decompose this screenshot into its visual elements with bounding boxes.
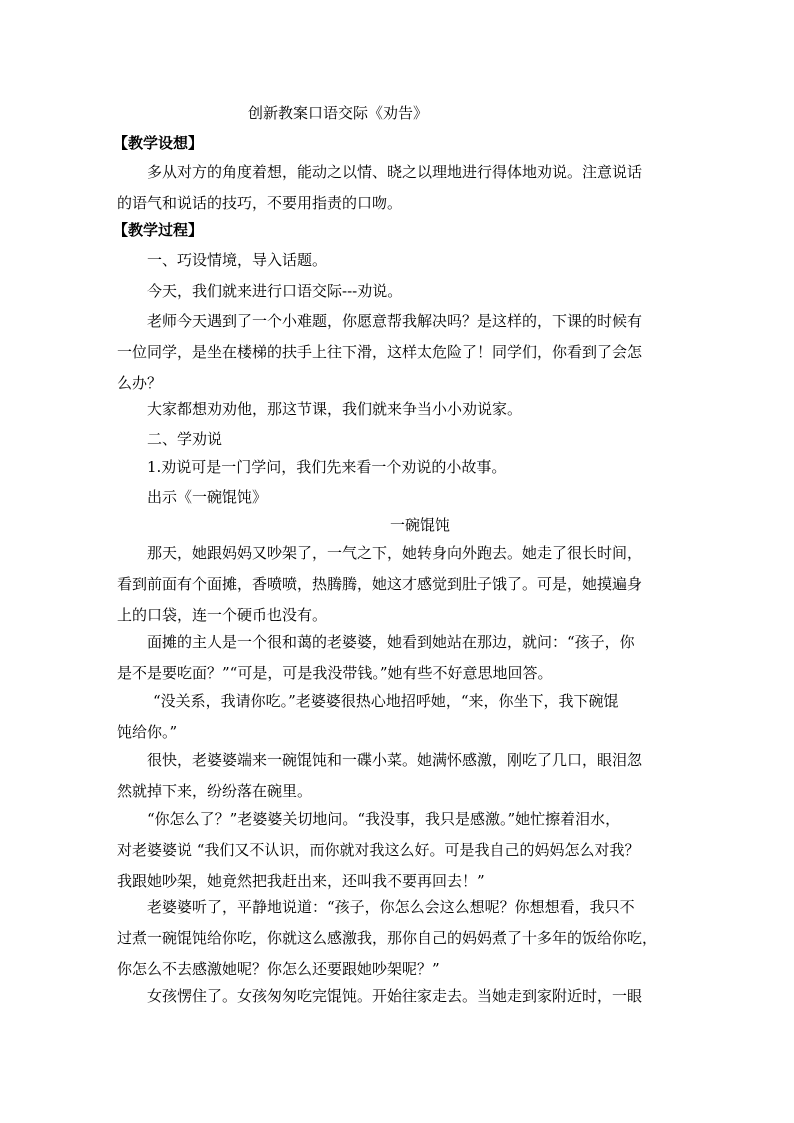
text-line: 我跟她吵架，她竟然把我赶出来，还叫我不要再回去！” [117, 872, 485, 890]
paragraph-teacher-problem [117, 306, 683, 399]
page-title: 创新教案口语交际《劝告》 [248, 104, 429, 122]
story-paragraph-7 [117, 981, 683, 1012]
teaching-idea-paragraph [117, 157, 683, 219]
text-line: 对老婆婆说 “我们又不认识，而你就对我这么好。可是我自己的妈妈怎么对我？ [117, 841, 640, 859]
text-line: 上的口袋，连一个硬币也没有。 [117, 606, 328, 624]
text-line: 老师今天遇到了一个小难题，你愿意帮我解决吗？是这样的，下课的时候有 [147, 312, 643, 330]
section-heading-teaching-process: 【教学过程】 [113, 221, 204, 239]
text-line: “你怎么了？”老婆婆关切地问。“我没事，我只是感激。”她忙擦着泪水， [147, 810, 621, 828]
text-line: 你怎么不去感激她呢？你怎么还要跟她吵架呢？” [117, 960, 440, 978]
text-line: 的语气和说话的技巧，不要用指责的口吻。 [117, 194, 403, 212]
paragraph-show-story: 出示《一碗馄饨》 [147, 488, 268, 506]
text-line: 么办？ [117, 374, 163, 392]
text-line: 然就掉下来，纷纷落在碗里。 [117, 782, 313, 800]
text-line: 是不是要吃面？”“可是，可是我没带钱。”她有些不好意思地回答。 [117, 664, 553, 682]
text-line: 看到前面有个面摊，香喷喷，热腾腾，她这才感觉到肚子饿了。可是，她摸遍身 [117, 575, 643, 593]
story-title: 一碗馄饨 [389, 516, 450, 534]
paragraph-today: 今天，我们就来进行口语交际---劝说。 [147, 282, 403, 300]
step2-heading: 二、学劝说 [147, 430, 223, 448]
paragraph-everyone: 大家都想劝劝他，那这节课，我们就来争当小小劝说家。 [147, 400, 523, 418]
text-line: 过煮一碗馄饨给你吃，你就这么感激我，那你自己的妈妈煮了十多年的饭给你吃， [117, 929, 658, 947]
story-paragraph-1 [117, 538, 683, 631]
text-line: 一位同学，是坐在楼梯的扶手上往下滑，这样太危险了！同学们，你看到了会怎 [117, 343, 643, 361]
story-paragraph-5 [117, 804, 683, 897]
section-heading-teaching-idea: 【教学设想】 [113, 134, 204, 152]
story-paragraph-2 [117, 627, 683, 689]
text-line: “没关系，我请你吃。”老婆婆很热心地招呼她，“来，你坐下，我下碗馄 [153, 692, 619, 710]
story-paragraph-4 [117, 745, 683, 807]
text-line: 多从对方的角度着想，能动之以情、晓之以理地进行得体地劝说。注意说话 [147, 163, 643, 181]
text-line: 老婆婆听了，平静地说道：“孩子，你怎么会这么想呢？你想想看，我只不 [147, 898, 635, 916]
text-line: 饨给你。” [117, 723, 178, 741]
step1-heading: 一、巧设情境，导入话题。 [147, 251, 328, 269]
story-paragraph-6 [117, 892, 683, 985]
text-line: 很快，老婆婆端来一碗馄饨和一碟小菜。她满怀感激，刚吃了几口，眼泪忽 [147, 751, 643, 769]
text-line: 女孩愣住了。女孩匆匆吃完馄饨。开始往家走去。当她走到家附近时，一眼 [147, 987, 643, 1005]
story-paragraph-3 [117, 686, 683, 748]
text-line: 那天，她跟妈妈又吵架了，一气之下，她转身向外跑去。她走了很长时间， [147, 544, 643, 562]
text-line: 面摊的主人是一个很和蔼的老婆婆，她看到她站在那边，就问：“孩子，你 [147, 633, 635, 651]
paragraph-point1: 1.劝说可是一门学问，我们先来看一个劝说的小故事。 [147, 458, 507, 476]
